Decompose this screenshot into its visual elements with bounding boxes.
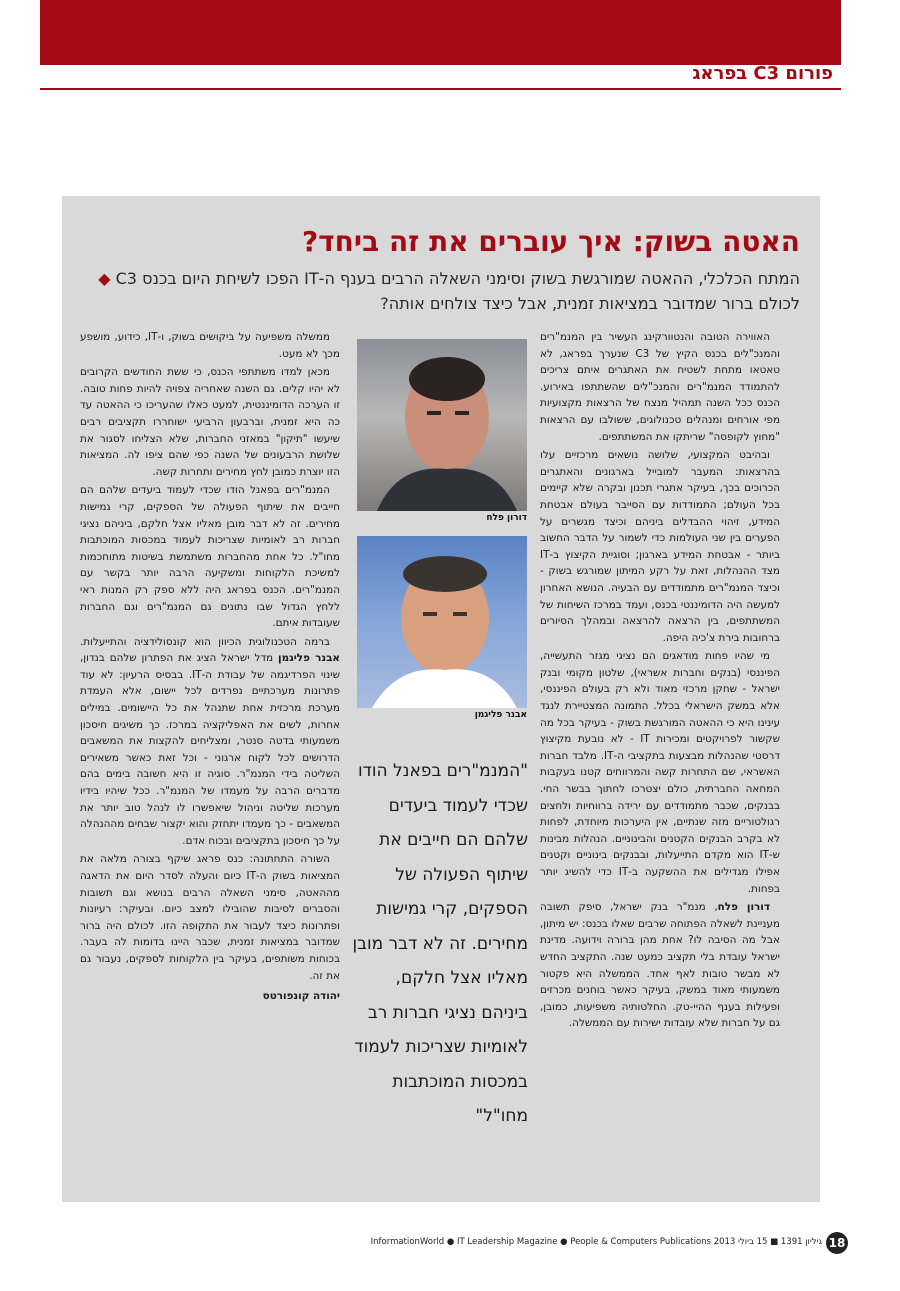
person-name: אבנר פליגמן	[278, 652, 340, 665]
top-color-bar	[40, 0, 841, 65]
subhead-line1: המתח הכלכלי, ההאטה שמורגשת בשוק וסימני השאלה הרבים בענף ה-IT הפכו לשיחת היום בכנס C3	[115, 269, 800, 288]
paragraph: מכאן למדו משתתפי הכנס, כי ששת החודשים הקרובים לא יהיו קלים. גם השנה שאחריה צפויה להיות פחות טובה. זו הערכה הדומיננטית, למעט כאלו שהעריכו כי ההאטה עד כה היא זמנית, וברבעון הרביעי ישוחררו תקציבים רבים שיעשו "תיקון" במאזני החברות, שלא הצליחו לסגור את שלושת הרבעונים של השנה כפי שהם ציפו לה. המציאות הזו יוצרת כמובן לחץ מחירים ותחרות קשה.	[80, 366, 340, 478]
diamond-icon: ◆	[98, 269, 111, 288]
paragraph: מי שהיו פחות מודאגים הם נציגי מגזר התעשייה, הפיננסי (בנקים וחברות אשראי), שלטון מקומי ובנק ישראל - שחקן מרכזי מאוד ולא רק בעולם הפיננסי, אלא במשק הישראלי בכלל. התמונה המצטיירת לנגד עינינו היא כי ההאטה המורגשת בשוק - בעיקר בכל מה שקשור לפרויקטים ומכירות IT - לא נובעת מקיצוץ דרסטי שהנהלות מבצעות בתקציבי ה-IT. מלבד חברות האשראי, שם התחרות קשה והמרווחים קטנו בעקבות המחאה החברתית, כולם יצטרכו לחתוך בבשר החי. בבנקים, שכבר מתמודדים עם ירידה ברווחיות ולחצים רגולטוריים מזה שנתיים, אין היערכות מיוחדת, לפחות לא בקרב הבנקים הקטנים והבינוניים. הנהלות מבינות ש-IT הוא מקדם התייעלות, ובבנקים בינוניים וקטנים אפילו מגדילים את ההשקעה ב-IT כדי להשיג יותר בפחות.	[540, 650, 780, 895]
photo-doron-pelach	[357, 339, 527, 511]
pull-quote: "המנמ"רים בפאנל הודו שכדי לעמוד ביעדים שלהם הם חייבים את שיתוף הפעולה של הספקים, קרי גמישות מחירים. זה לא דבר מובן מאליו אצל חלקם, ביניהם נציגי חברות רב לאומיות שצריכות לעמוד במכסות המוכתבות מחו"ל"	[352, 761, 528, 1126]
paragraph: ממשלה משפיעה על ביקושים בשוק, ו-IT, כידוע, מושפע מכך לא מעט.	[80, 331, 340, 360]
article-column-right	[540, 329, 780, 1159]
article-column-left	[80, 329, 340, 1164]
paragraph-text: , מנמ"ר בנק ישראל, סיפק תשובה מעניינת לשאלה הפתוחה שרבים שאלו בכנס: יש מיתון, אבל מה הסיבה לו? אחת מהן ברורה וידועה. מדינת ישראל עובדת בלי תקציב כמעט שנה. התקציב החדש לא מבשר טובות לאף אחד. הממשלה היא פקטור משמעותי מאוד במשק, בעיקר כאשר בוחנים מכרזים ופעילות בענף ההיי-טק. החלטותיה משפיעות, כמובן, גם על חברות שלא עובדות ישירות עם הממשלה.	[540, 901, 780, 1030]
article-headline: האטה בשוק: איך עוברים את זה ביחד?	[301, 225, 800, 258]
paragraph-text: מדל ישראל הציג את הפתרון שלהם בנדון, שינוי הפרדיגמה של עבודת ה-IT. בבסיס הרעיון: לא עוד פתרונות מערכתיים נפרדים לכל יישום, אלא העמדת מערכת מרכזית אחת שתנהל את כל היישומים. במילים אחרות, לשים את האפליקציה במרכז. כך משיגים חיסכון משמעותי בדטה סנטר, ומצליחים להקצות את המשאבים הדרושים לכל לקוח ארגוני - וכל זאת כאשר משאירים השליטה בידי המנמ"ר. סוגיה זו היא חשובה בימים בהם מדברים הרבה על מעמדו של המנמ"ר. ככל שיהיו בידיו מערכות שליטה וניהול שיאפשרו לו לנהל טוב יותר את המשאבים - כך מעמדו יתחזק והוא יקצור שבחים מההנהלה על כך חיסכון בתקציבים ובכוח אדם.	[80, 652, 340, 847]
paragraph: המנמ"רים בפאנל הודו שכדי לעמוד ביעדים שלהם הם חייבים את שיתוף הפעולה של הספקים, קרי גמישות מחירים. זה לא דבר מובן מאליו אצל חלקם, ביניהם נציגי חברות רב לאומיות שצריכות לעמוד במכסות המוכתבות מחו"ל. כל אחת מהחברות משתמשת בשיטות מתוחכמות למשיכת הלקוחות ומשקיעה הרבה יותר בקשר עם המנמ"רים. הכנס בפראג היה ללא ספק רק המנות ראי ללחץ הגדול שבו נתונים גם המנמ"רים וגם החברות שעובדות איתם.	[80, 484, 340, 630]
photo-avner-feligman	[357, 536, 527, 708]
page-footer	[330, 1232, 848, 1254]
footer-text: גיליון 1391 ■ 15 ביולי 2013 InformationWorld ● IT Leadership Magazine ● People & Computers Publications	[370, 1237, 822, 1247]
person-name: דורון פלח	[717, 901, 770, 914]
paragraph	[80, 634, 340, 850]
article-subhead	[80, 266, 800, 316]
page-number: 18	[826, 1232, 848, 1254]
paragraph: השורה התחתונה: כנס פראג שיקף בצורה מלאה את המציאות בשוק ה-IT כיום והעלה לסדר היום את הדאגה מההאטה, סימני השאלה הרבים בנושא וגם תשובות והסברים לסיבות שהובילו למצב כיום. ובעיקר: רעיונות ופתרונות כיצד לעבור את התקופה הזו. לכולם היה ברור שמדובר במציאות זמנית, שכבר היינו בדומות לה בעבר. בכוחות משותפים, בעיקר בין הלקוחות לספקים, נעבור גם את זה.	[80, 853, 340, 982]
section-title: פורום C3 בפראג	[692, 63, 833, 84]
author-byline: יהודה קונפורטס	[262, 990, 340, 1003]
portrait-image	[357, 339, 527, 511]
photo-caption: דורון פלח	[486, 513, 527, 523]
paragraph-text: ברמה הטכנולוגית הכיוון הוא קונסולידציה והתייעלות.	[80, 635, 330, 648]
paragraph	[540, 899, 780, 1032]
photo-caption: אבנר פליגמן	[474, 710, 527, 720]
paragraph: האווירה הטובה והנטוורקינג העשיר בין המנמ"רים והמנכ"לים בכנס הקיץ של C3 שנערך בפראג, לא טאטאו מתחת לשטיח את האתגרים איתם צריכים להתמודד המנמ"רים והמנכ"לים שהשתתפו באירוע. הכנס ככל השנה תמהיל מנצח של הרצאות מקצועיות מפי אורחים ומנהלים טכנולוגים, ששולבו עם הרצאות "מחוץ לקופסה" שריתקו את המשתתפים.	[540, 331, 780, 443]
paragraph: ובהיבט המקצועי, שלושה נושאים מרכזיים עלו בהרצאות: המעבר למובייל בארגונים והאתגרים הכרוכים בכך, בעיקר אתגרי תכנון ובקרה שלא קיימים בכל העולם; התמודדות עם הסייבר בעולם אבטחת המידע, זיהוי ההבדלים ביניהם וכיצד מגשרים על הפערים בין שני העולמות כדי לשמור על הדבר החשוב ביותר - אבטחת המידע בארגון; וסוגיית הקיצוץ ב-IT מצד ההנהלות, זאת על רקע המיתון שמורגש בשוק - וכיצד המנמ"רים מתמודדים עם הבעיה. הנושא האחרון למעשה היה הדומיננטי בכנס, ועמד במרכז השיחות של המשתתפים, בין הרצאה להרצאה ובמהלך הסיורים ברחובות בירת צ'כיה היפה.	[540, 449, 780, 644]
section-header	[40, 65, 841, 90]
portrait-image	[357, 536, 527, 708]
subhead-line2: לכולם ברור שמדובר במציאות זמנית, אבל כיצד צולחים אותה?	[380, 294, 800, 313]
